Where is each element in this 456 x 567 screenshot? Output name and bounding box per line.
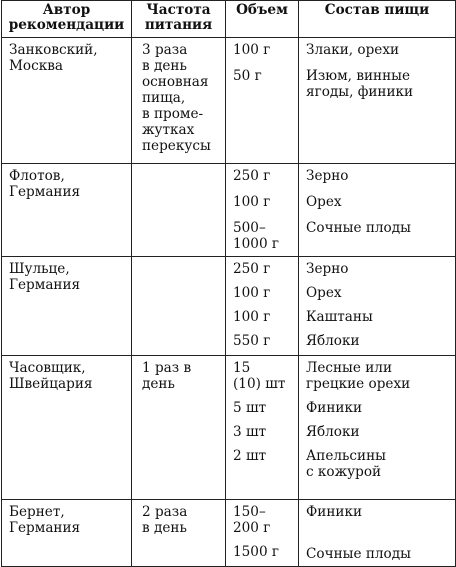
author-name: Занковский, Москва xyxy=(9,42,98,74)
volume-cell xyxy=(226,356,299,500)
author-name: Бернет, Германия xyxy=(9,504,81,536)
food-item: Яблоки xyxy=(306,333,360,349)
table-row xyxy=(2,257,456,356)
volume-value: 100 г xyxy=(233,285,271,301)
food-item: Сочные плоды xyxy=(306,546,411,562)
food-item: Изюм, винные ягоды, финики xyxy=(306,68,414,100)
volume-value: 150– 200 г xyxy=(233,504,271,536)
frequency-cell xyxy=(132,38,226,164)
food-cell xyxy=(299,38,456,164)
frequency-text: 2 раза в день xyxy=(142,504,188,536)
food-item: Зерно xyxy=(306,168,349,184)
author-cell xyxy=(2,164,132,257)
food-item: Лесные или грецкие орехи xyxy=(306,360,411,392)
frequency-cell xyxy=(132,356,226,500)
volume-value: 100 г xyxy=(233,42,271,58)
volume-value: 500– 1000 г xyxy=(233,220,280,252)
volume-value: 15 (10) шт xyxy=(233,360,286,392)
food-item: Финики xyxy=(306,400,363,416)
volume-value: 250 г xyxy=(233,261,271,277)
volume-value: 3 шт xyxy=(233,424,267,440)
food-cell xyxy=(299,500,456,567)
table-header-row xyxy=(2,1,456,38)
frequency-cell xyxy=(132,500,226,567)
food-item: Финики xyxy=(306,504,363,520)
frequency-text: 3 раза в день основная пища, в проме- жутках перекусы xyxy=(142,42,211,154)
author-cell xyxy=(2,356,132,500)
food-item: Зерно xyxy=(306,261,349,277)
food-item: Апельсины с кожурой xyxy=(306,448,386,480)
header-frequency: Частота питания xyxy=(132,1,226,38)
food-cell xyxy=(299,257,456,356)
volume-value: 50 г xyxy=(233,68,262,84)
table-row xyxy=(2,356,456,500)
header-food-composition: Состав пищи xyxy=(299,1,456,38)
volume-value: 5 шт xyxy=(233,400,267,416)
food-cell xyxy=(299,164,456,257)
volume-value: 100 г xyxy=(233,194,271,210)
author-name: Шульце, Германия xyxy=(9,261,81,293)
nutrition-recommendations-table xyxy=(1,0,456,567)
volume-value: 1500 г xyxy=(233,544,280,560)
food-cell xyxy=(299,356,456,500)
header-author: Автор рекомендации xyxy=(2,1,132,38)
author-cell xyxy=(2,500,132,567)
table-row xyxy=(2,38,456,164)
header-volume: Объем xyxy=(226,1,299,38)
volume-value: 2 шт xyxy=(233,448,267,464)
frequency-cell xyxy=(132,257,226,356)
frequency-text: 1 раз в день xyxy=(142,360,192,392)
food-item: Орех xyxy=(306,194,342,210)
author-cell xyxy=(2,257,132,356)
food-item: Сочные плоды xyxy=(306,220,411,236)
table-row xyxy=(2,500,456,567)
volume-cell xyxy=(226,257,299,356)
author-name: Флотов, Германия xyxy=(9,168,81,200)
volume-value: 250 г xyxy=(233,168,271,184)
table-row xyxy=(2,164,456,257)
volume-cell xyxy=(226,38,299,164)
food-item: Каштаны xyxy=(306,309,373,325)
volume-value: 550 г xyxy=(233,333,271,349)
food-item: Орех xyxy=(306,285,342,301)
volume-cell xyxy=(226,500,299,567)
author-cell xyxy=(2,38,132,164)
frequency-cell xyxy=(132,164,226,257)
volume-cell xyxy=(226,164,299,257)
author-name: Часовщик, Швейцария xyxy=(9,360,93,392)
food-item: Злаки, орехи xyxy=(306,42,400,58)
food-item: Яблоки xyxy=(306,424,360,440)
volume-value: 100 г xyxy=(233,309,271,325)
